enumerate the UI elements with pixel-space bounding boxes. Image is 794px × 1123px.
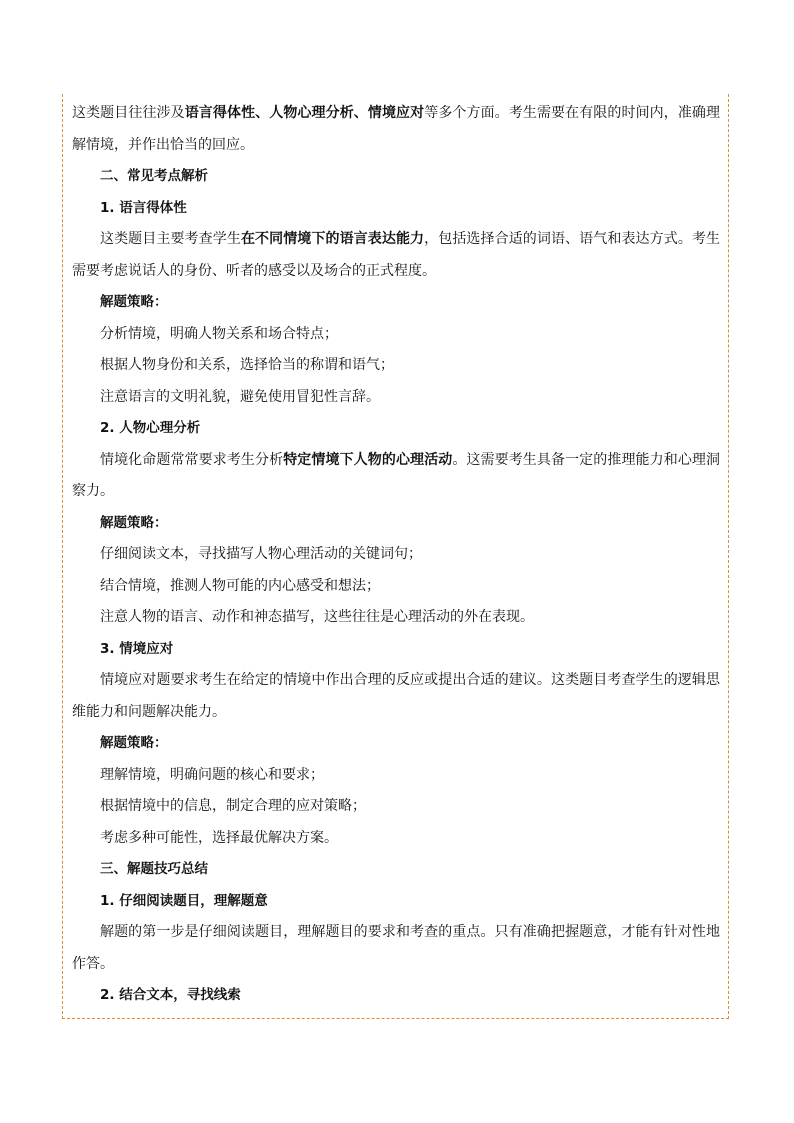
body-paragraph: 情境应对题要求考生在给定的情境中作出合理的反应或提出合适的建议。这类题目考查学生的逻辑思维能力和问题解决能力。 bbox=[72, 672, 720, 720]
body-paragraph bbox=[72, 445, 720, 508]
strategy-heading: 解题策略： bbox=[100, 735, 168, 751]
strategy-item: 理解情境，明确问题的核心和要求； bbox=[100, 766, 324, 783]
subsection-heading: 1. 仔细阅读题目，理解题意 bbox=[100, 892, 268, 909]
strategy-item: 注意语言的文明礼貌，避免使用冒犯性言辞。 bbox=[100, 388, 380, 405]
text-run: 等多个方面。考生需要在有限的时间内，准确理解情境，并作出恰当的回应。 bbox=[72, 105, 721, 153]
strategy-item: 根据人物身份和关系，选择恰当的称谓和语气； bbox=[100, 357, 394, 373]
strategy-item: 注意人物的语言、动作和神态描写，这些往往是心理活动的外在表现。 bbox=[100, 609, 534, 625]
body-paragraph bbox=[72, 224, 720, 287]
intro-paragraph bbox=[72, 98, 720, 161]
subsection-heading: 2. 人物心理分析 bbox=[100, 420, 201, 436]
body-paragraph: 解题的第一步是仔细阅读题目，理解题目的要求和考查的重点。只有准确把握题意，才能有针对性地作答。 bbox=[72, 924, 720, 972]
strategy-item: 考虑多种可能性，选择最优解决方案。 bbox=[100, 829, 338, 846]
section-heading: 三、解题技巧总结 bbox=[100, 861, 208, 877]
strategy-item: 分析情境，明确人物关系和场合特点； bbox=[100, 325, 338, 342]
strategy-item: 结合情境，推测人物可能的内心感受和想法； bbox=[100, 577, 380, 594]
bold-text-run: 在不同情境下的语言表达能力 bbox=[240, 231, 425, 247]
text-run: 。这需要考生具备一定的推理能力和心理洞察力。 bbox=[72, 451, 721, 499]
strategy-item: 根据情境中的信息，制定合理的应对策略； bbox=[100, 798, 366, 814]
strategy-item: 仔细阅读文本，寻找描写人物心理活动的关键词句； bbox=[100, 546, 422, 562]
strategy-heading: 解题策略： bbox=[100, 294, 168, 310]
text-run: 这类题目往往涉及 bbox=[72, 105, 185, 121]
bold-text-run: 特定情境下人物的心理活动 bbox=[283, 451, 453, 468]
document-body bbox=[72, 98, 720, 1012]
text-run: 这类题目主要考查学生 bbox=[100, 231, 241, 247]
subsection-heading: 3. 情境应对 bbox=[100, 640, 174, 657]
text-run: ，包括选择合适的词语、语气和表达方式。考生需要考虑说话人的身份、听者的感受以及场合的正式程度。 bbox=[72, 231, 721, 279]
subsection-heading: 1. 语言得体性 bbox=[100, 199, 187, 216]
text-run: 情境化命题常常要求考生分析 bbox=[100, 451, 284, 468]
subsection-heading: 2. 结合文本，寻找线索 bbox=[100, 987, 241, 1003]
bold-text-run: 语言得体性、人物心理分析、情境应对 bbox=[184, 105, 425, 121]
section-heading: 二、常见考点解析 bbox=[100, 168, 208, 184]
strategy-heading: 解题策略： bbox=[100, 514, 168, 531]
